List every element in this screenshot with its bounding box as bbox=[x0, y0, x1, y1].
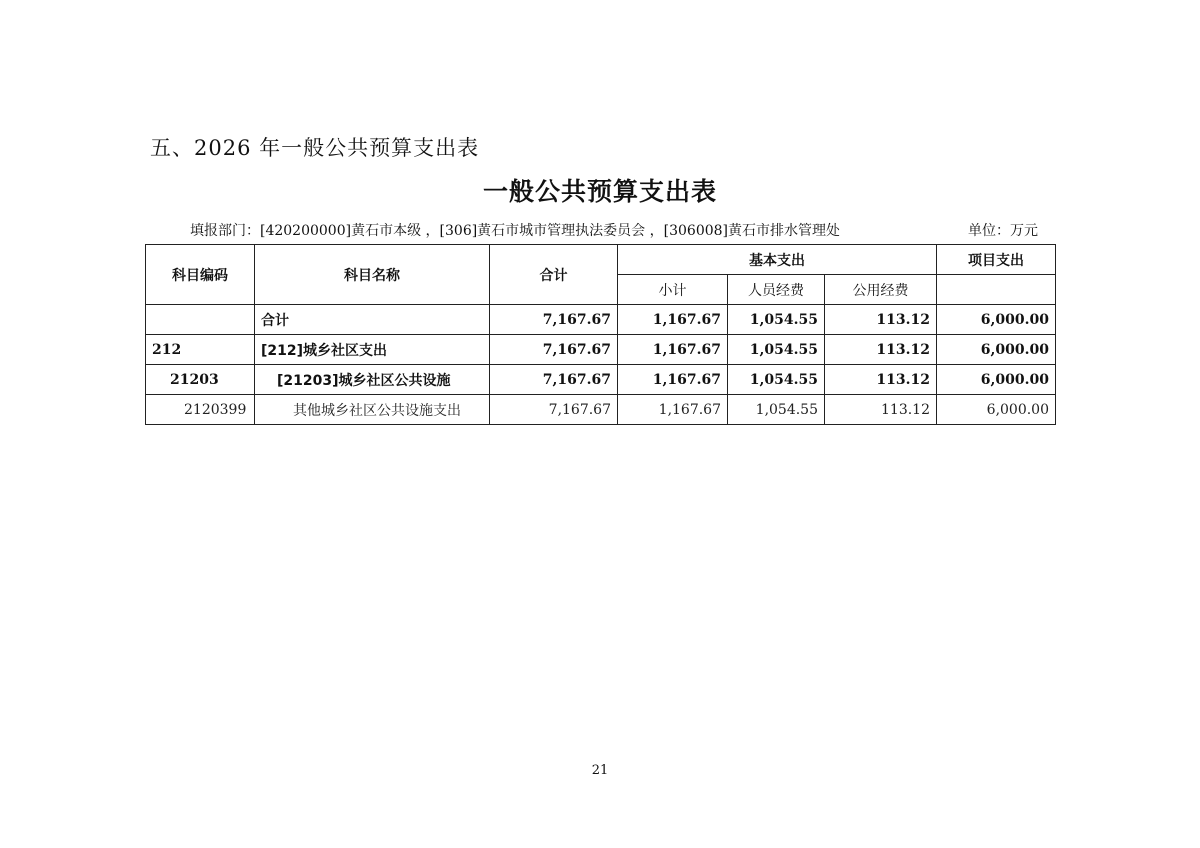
cell-name: [21203]城乡社区公共设施 bbox=[255, 365, 490, 395]
cell-project: 6,000.00 bbox=[937, 365, 1056, 395]
cell-code bbox=[146, 305, 255, 335]
cell-subtotal: 1,167.67 bbox=[618, 335, 728, 365]
table-row-total bbox=[146, 305, 1056, 335]
header-name: 科目名称 bbox=[255, 245, 490, 305]
cell-code: 212 bbox=[146, 335, 255, 365]
header-code: 科目编码 bbox=[146, 245, 255, 305]
cell-project: 6,000.00 bbox=[937, 335, 1056, 365]
section-heading: 五、2026 年一般公共预算支出表 bbox=[150, 136, 480, 160]
cell-code: 21203 bbox=[146, 365, 255, 395]
table-title: 一般公共预算支出表 bbox=[482, 177, 717, 206]
table-row bbox=[146, 395, 1056, 425]
cell-personnel: 1,054.55 bbox=[728, 395, 825, 425]
cell-public: 113.12 bbox=[825, 305, 937, 335]
cell-subtotal: 1,167.67 bbox=[618, 305, 728, 335]
cell-subtotal: 1,167.67 bbox=[618, 365, 728, 395]
header-subtotal: 小计 bbox=[618, 275, 728, 305]
cell-total: 7,167.67 bbox=[490, 305, 618, 335]
cell-public: 113.12 bbox=[825, 365, 937, 395]
header-basic: 基本支出 bbox=[618, 245, 937, 275]
table-row bbox=[146, 365, 1056, 395]
table-row bbox=[146, 335, 1056, 365]
cell-name: 其他城乡社区公共设施支出 bbox=[255, 395, 490, 425]
cell-public: 113.12 bbox=[825, 395, 937, 425]
budget-table bbox=[145, 244, 1056, 425]
cell-personnel: 1,054.55 bbox=[728, 365, 825, 395]
cell-personnel: 1,054.55 bbox=[728, 305, 825, 335]
header-project-blank bbox=[937, 275, 1056, 305]
department-line: 填报部门：[420200000]黄石市本级 ，[306]黄石市城市管理执法委员会 ，[306008]黄石市排水管理处 bbox=[190, 223, 840, 239]
cell-personnel: 1,054.55 bbox=[728, 335, 825, 365]
cell-project: 6,000.00 bbox=[937, 305, 1056, 335]
header-row-1 bbox=[146, 245, 1056, 275]
cell-name: 合计 bbox=[255, 305, 490, 335]
page-number: 21 bbox=[591, 763, 609, 778]
cell-subtotal: 1,167.67 bbox=[618, 395, 728, 425]
cell-total: 7,167.67 bbox=[490, 365, 618, 395]
cell-code: 2120399 bbox=[146, 395, 255, 425]
cell-public: 113.12 bbox=[825, 335, 937, 365]
unit-label: 单位：万元 bbox=[968, 223, 1038, 239]
header-public: 公用经费 bbox=[825, 275, 937, 305]
cell-total: 7,167.67 bbox=[490, 335, 618, 365]
cell-project: 6,000.00 bbox=[937, 395, 1056, 425]
cell-total: 7,167.67 bbox=[490, 395, 618, 425]
header-personnel: 人员经费 bbox=[728, 275, 825, 305]
header-total: 合计 bbox=[490, 245, 618, 305]
cell-name: [212]城乡社区支出 bbox=[255, 335, 490, 365]
header-project: 项目支出 bbox=[937, 245, 1056, 275]
